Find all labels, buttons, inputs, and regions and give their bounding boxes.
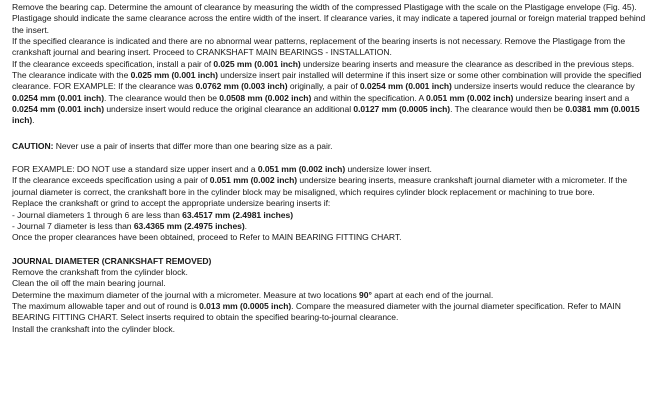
spec-value: 0.051 mm (0.002 inch) [426,92,514,103]
paragraph-q6 [12,232,646,243]
paragraph-text: Replace the crankshaft or grind to accept the appropriate undersize bearing inserts if: [12,198,331,209]
paragraph-p2 [12,13,646,36]
paragraph-text: - Journal 7 diameter is less than [12,220,134,231]
spec-value: 0.0254 mm (0.001 inch) [12,104,105,115]
paragraph-text: undersize bearing inserts, measure crankshaft journal diameter with a micrometer. If the journal diameter is correct, the crankshaft bore in the cylinder block may be misaligned, which requires cylinder block replacement or machining to true bore. [12,175,628,197]
paragraph-r5 [12,324,646,335]
spec-value: 63.4517 mm (2.4981 inches) [182,209,294,220]
spec-value: 0.025 mm (0.001 inch) [130,70,218,81]
spec-value: 0.0381 mm (0.0015 inch) [12,104,640,126]
paragraph-text: and within the specification. A [311,92,427,103]
spec-value: 90° [359,289,372,300]
caution-label: CAUTION: [12,140,54,151]
spec-value: 63.4365 mm (2.4975 inches) [133,220,245,231]
paragraph-text: If the clearance exceeds specification, install a pair of [12,58,214,69]
spec-value: 0.0508 mm (0.002 inch) [219,92,312,103]
paragraph-text: The maximum allowable taper and out of round is [12,300,200,311]
paragraph-text: Remove the crankshaft from the cylinder block. [12,266,188,277]
paragraph-text: Remove the bearing cap. Determine the amount of clearance by measuring the width of the compressed Plastigage with the scale on the Plastigage envelope (Fig. 45). [12,2,637,12]
paragraph-q1 [12,164,646,175]
paragraph-r1 [12,267,646,278]
paragraph-text: undersize bearing insert and a [513,92,630,103]
undersize-insert-guidance [12,164,646,243]
paragraph-text: Plastigage should indicate the same clearance across the entire width of the insert. If clearance varies, it may indicate a tapered journal or foreign material trapped behind the insert. [12,13,646,35]
paragraph-text: . [244,220,247,231]
spec-value: 0.051 mm (0.002 inch) [209,175,298,186]
paragraph-text: Once the proper clearances have been obtained, proceed to Refer to MAIN BEARING FITTING CHART. [12,232,402,243]
paragraph-p5 [12,70,646,127]
paragraph-text: Install the crankshaft into the cylinder block. [12,323,175,334]
caution-note [12,141,646,152]
paragraph-r3 [12,290,646,301]
paragraph-q5 [12,221,646,232]
paragraph-text: . [32,115,35,126]
paragraph-text: If the specified clearance is indicated and there are no abnormal wear patterns, replacement of the bearing inserts is not necessary. Remove the Plastigage from the crankshaft journal and bearing insert. Proceed to CRANKSHAFT MAIN BEARINGS - INSTALLATION. [12,36,626,58]
paragraph-text: undersize insert would reduce the original clearance an additional [104,104,354,115]
paragraph-text: Clean the oil off the main bearing journal. [12,278,166,289]
paragraph-text: undersize bearing inserts and measure the clearance as described in the previous steps. [300,58,635,69]
paragraph-text: apart at each end of the journal. [371,289,494,300]
paragraph-q3 [12,198,646,209]
spec-value: 0.025 mm (0.001 inch) [213,58,301,69]
paragraph-r2 [12,278,646,289]
paragraph-text: . Compare the measured diameter with the journal diameter specification. Refer to MAIN BEARING FITTING CHART. Select inserts required to obtain the specified bearing-to-journal clearance. [12,300,621,323]
document-body [12,2,646,335]
paragraph-p1 [12,2,646,13]
section-heading-journal-diameter: JOURNAL DIAMETER (CRANKSHAFT REMOVED) [12,255,212,266]
paragraph-text: Determine the maximum diameter of the journal with a micrometer. Measure at two locations [12,289,360,300]
spec-value: 0.0127 mm (0.0005 inch) [353,104,451,115]
journal-diameter-steps [12,267,646,335]
paragraph-text: originally, a pair of [287,81,360,92]
paragraph-p3 [12,36,646,59]
paragraph-text: . The clearance would then be [450,104,566,115]
spec-value: 0.0254 mm (0.001 inch) [359,81,452,92]
paragraph-text: - Journal diameters 1 through 6 are less than [12,209,183,220]
spec-value: 0.013 mm (0.0005 inch) [199,300,292,311]
clearance-measurement-steps [12,2,646,127]
paragraph-text: . The clearance would then be [104,92,220,103]
paragraph-p4 [12,59,646,70]
paragraph-text: undersize lower insert. [345,164,432,175]
paragraph-text: undersize inserts would reduce the clearance by [451,81,635,92]
caution-text: Never use a pair of inserts that differ more than one bearing size as a pair. [53,140,333,151]
paragraph-text: FOR EXAMPLE: DO NOT use a standard size upper insert and a [12,164,258,175]
paragraph-q2 [12,175,646,198]
paragraph-text: The clearance indicate with the [12,70,131,81]
paragraph-q4 [12,210,646,221]
spec-value: 0.0254 mm (0.001 inch) [12,92,105,103]
paragraph-text: undersize insert pair installed will determine if this insert size or some other combination will provide the specified clearance. FOR EXAMPLE: If the clearance was [12,70,642,92]
paragraph-text: If the clearance exceeds specification using a pair of [12,175,210,186]
spec-value: 0.051 mm (0.002 inch) [257,164,346,175]
spec-value: 0.0762 mm (0.003 inch) [195,81,288,92]
paragraph-r4 [12,301,646,324]
